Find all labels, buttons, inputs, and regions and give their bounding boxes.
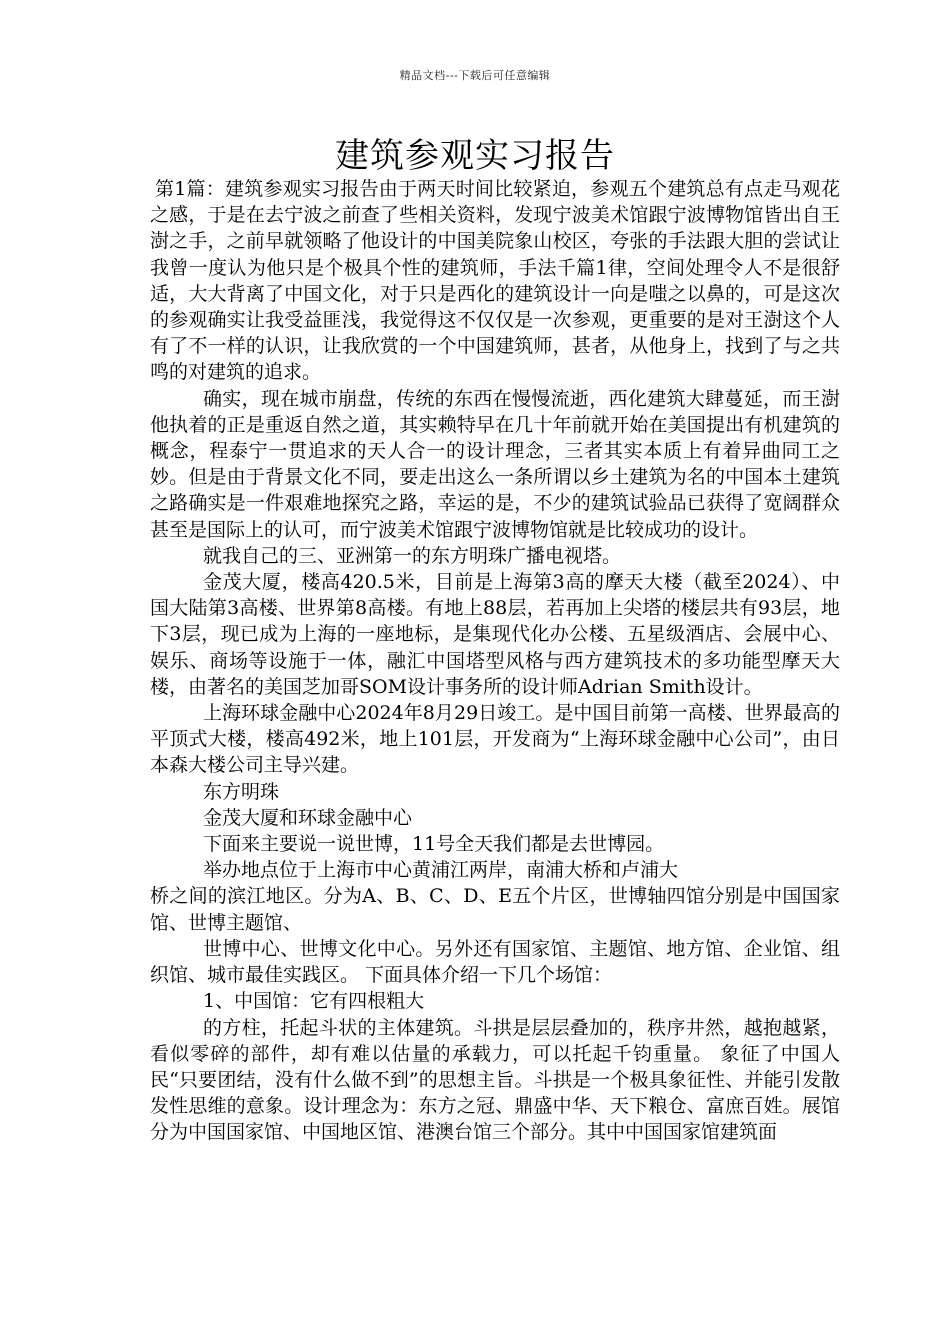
paragraph-5: 上海环球金融中心2024年8月29日竣工。是中国目前第一高楼、世界最高的平顶式大楼，楼高492米，地上101层，开发商为“上海环球金融中心公司”，由日本森大楼公司主导兴建。: [150, 702, 840, 777]
paragraph-12: 1、中国馆：它有四根粗大: [203, 990, 425, 1013]
paragraph-1: 第1篇：建筑参观实习报告由于两天时间比较紧迫，参观五个建筑总有点走马观花之感，于是在去宁波之前查了些相关资料，发现宁波美术馆跟宁波博物馆皆出自王澍之手，之前早就领略了他设计的中国美院象山校区，夸张的手法跟大胆的尝试让我曾一度认为他只是个极具个性的建筑师，手法千篇1律，空间处理令人不是很舒适，大大背离了中国文化，对于只是西化的建筑设计一向是嗤之以鼻的，可是这次的参观确实让我受益匪浅，我觉得这不仅仅是一次参观，更重要的是对王澍这个人有了不一样的认识，让我欣赏的一个中国建筑师，甚者，从他身上，找到了与之共鸣的对建筑的追求。: [150, 178, 840, 384]
paragraph-7: 金茂大厦和环球金融中心: [203, 806, 413, 829]
paragraph-4: 金茂大厦，楼高420.5米，目前是上海第3高的摩天大楼（截至2024）、中国大陆第3高楼、世界第8高楼。有地上88层，若再加上尖塔的楼层共有93层，地下3层，现已成为上海的一座地标，是集现代化办公楼、五星级酒店、会展中心、娱乐、商场等设施于一体，融汇中国塔型风格与西方建筑技术的多功能型摩天大楼，由著名的美国芝加哥SOM设计事务所的设计师Adrian Smith设计。: [150, 571, 840, 698]
paragraph-13: 的方柱，托起斗状的主体建筑。斗拱是层层叠加的，秩序井然，越抱越紧，看似零碎的部件，却有难以估量的承载力，可以托起千钧重量。 象征了中国人民“只要团结，没有什么做不到”的思想主旨。斗拱是一个极具象征性、并能引发散发性思维的意象。设计理念为：东方之冠、鼎盛中华、天下粮仓、富庶百姓。展馆分为中国国家馆、中国地区馆、港澳台馆三个部分。其中中国国家馆建筑面: [150, 1016, 840, 1144]
paragraph-9: 举办地点位于上海市中心黄浦江两岸，南浦大桥和卢浦大: [203, 859, 679, 882]
paragraph-2: 确实，现在城市崩盘，传统的东西在慢慢流逝，西化建筑大肆蔓延，而王澍他执着的正是重返自然之道，其实赖特早在几十年前就开始在美国提出有机建筑的概念，程泰宁一贯追求的天人合一的设计理念，三者其实本质上有着异曲同工之妙。但是由于背景文化不同，要走出这么一条所谓以乡土建筑为名的中国本土建筑之路确实是一件艰难地探究之路，幸运的是，不少的建筑试验品已获得了宽阔群众甚至是国际上的认可，而宁波美术馆跟宁波博物馆就是比较成功的设计。: [150, 387, 840, 541]
paragraph-8: 下面来主要说一说世博，11号全天我们都是去世博园。: [203, 833, 665, 856]
paragraph-3: 就我自己的三、亚洲第一的东方明珠广播电视塔。: [203, 544, 622, 567]
document-title: 建筑参观实习报告: [335, 136, 615, 176]
page-header-note: 精品文档---下载后可任意编辑: [399, 69, 551, 82]
paragraph-10: 桥之间的滨江地区。分为A、B、C、D、E五个片区，世博轴四馆分别是中国国家馆、世博主题馆、: [150, 885, 840, 934]
paragraph-6: 东方明珠: [203, 780, 280, 803]
paragraph-11: 世博中心、世博文化中心。另外还有国家馆、主题馆、地方馆、企业馆、组织馆、城市最佳实践区。 下面具体介绍一下几个场馆：: [150, 937, 840, 987]
document-body: [150, 176, 840, 1146]
